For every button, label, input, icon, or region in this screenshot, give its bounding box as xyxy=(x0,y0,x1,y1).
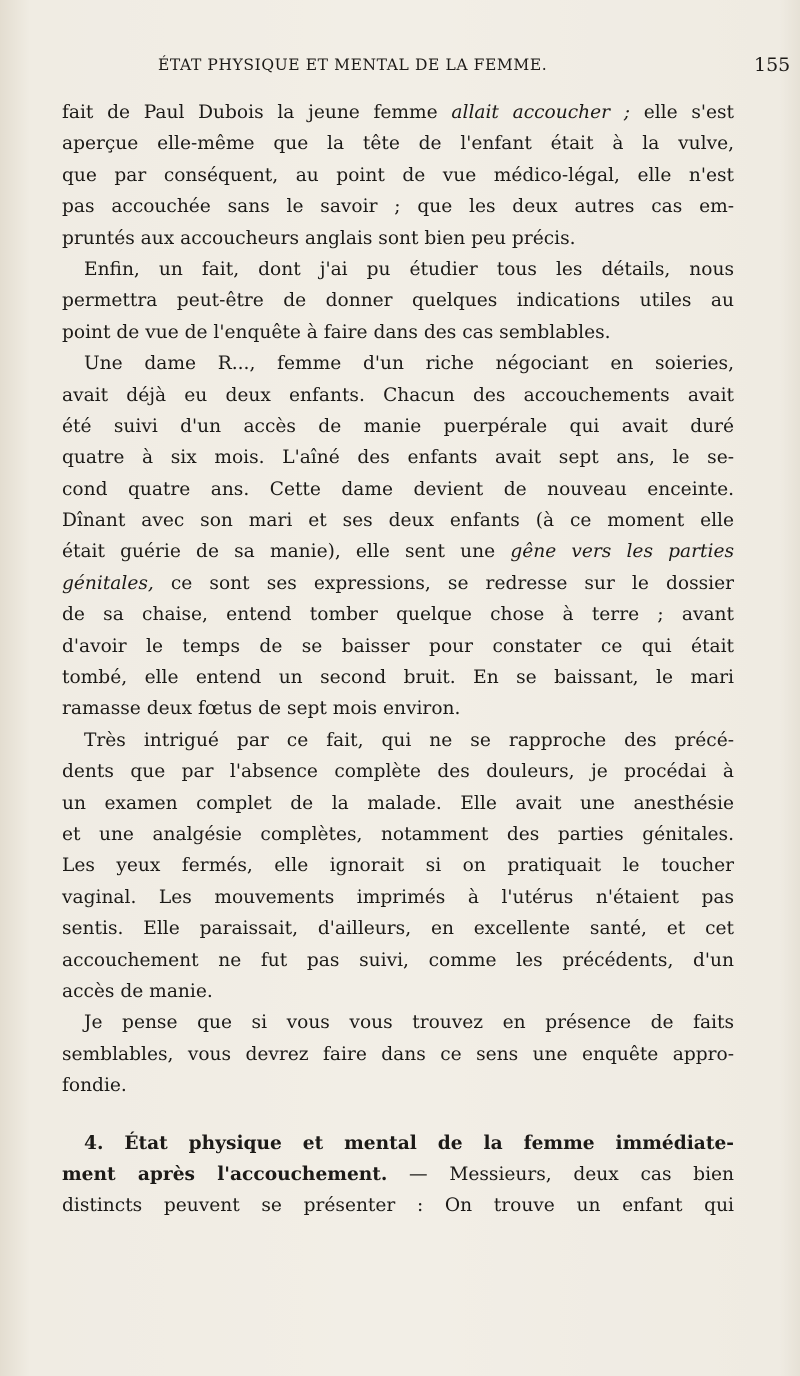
text-line: Je pense que si vous vous trouvez en présence de faits xyxy=(84,1012,734,1034)
text-line: vaginal. Les mouvements imprimés à l'utérus n'étaient pas xyxy=(62,886,734,908)
text-line: dents que par l'absence complète des douleurs, je procédai à xyxy=(62,761,734,783)
text-line: accouchement ne fut pas suivi, comme les précédents, d'un xyxy=(62,949,734,971)
text-line: aperçue elle-même que la tête de l'enfant était à la vulve, xyxy=(62,133,734,155)
text-line: semblables, vous devrez faire dans ce sens une enquête appro- xyxy=(62,1043,734,1065)
text-line: pruntés aux accoucheurs anglais sont bien peu précis. xyxy=(62,227,576,249)
running-title: ÉTAT PHYSIQUE ET MENTAL DE LA FEMME. xyxy=(158,56,548,74)
text-line: été suivi d'un accès de manie puerpérale qui avait duré xyxy=(62,415,734,437)
text-line: ment après l'accouchement. — Messieurs, deux cas bien xyxy=(62,1163,735,1185)
text-line: distincts peuvent se présenter : On trouve un enfant qui xyxy=(62,1195,734,1217)
text-line: Dînant avec son mari et ses deux enfants (à ce moment elle xyxy=(62,510,734,532)
text-line: Enfin, un fait, dont j'ai pu étudier tous les détails, nous xyxy=(84,258,734,280)
text-line: était guérie de sa manie), elle sent une gêne vers les parties xyxy=(62,541,734,563)
section-heading-cont: ment après l'accouchement. xyxy=(62,1163,388,1185)
body-text xyxy=(62,97,734,1222)
text-line: Une dame R..., femme d'un riche négociant en soieries, xyxy=(84,353,734,375)
text-line: point de vue de l'enquête à faire dans des cas semblables. xyxy=(62,321,611,343)
text-line: génitales, ce sont ses expressions, se redresse sur le dossier xyxy=(62,572,734,594)
text-line: tombé, elle entend un second bruit. En se baissant, le mari xyxy=(62,667,734,689)
text-line: avait déjà eu deux enfants. Chacun des accouchements avait xyxy=(62,384,734,406)
text-line: cond quatre ans. Cette dame devient de nouveau enceinte. xyxy=(62,478,734,500)
text-line: d'avoir le temps de se baisser pour constater ce qui était xyxy=(62,635,734,657)
text-line: un examen complet de la malade. Elle avait une anesthésie xyxy=(62,792,734,814)
page-number: 155 xyxy=(754,54,791,76)
text-line: permettra peut-être de donner quelques indications utiles au xyxy=(62,290,734,312)
text-line: pas accouchée sans le savoir ; que les deux autres cas em- xyxy=(62,196,734,218)
text-line: Les yeux fermés, elle ignorait si on pratiquait le toucher xyxy=(62,855,734,877)
text-line: quatre à six mois. L'aîné des enfants avait sept ans, le se- xyxy=(62,447,734,469)
text-line: fondie. xyxy=(62,1075,127,1097)
text-line: et une analgésie complètes, notamment des parties génitales. xyxy=(62,823,734,845)
text-line: accès de manie. xyxy=(62,980,213,1002)
text-line: sentis. Elle paraissait, d'ailleurs, en excellente santé, et cet xyxy=(62,918,734,940)
text-line: Très intrigué par ce fait, qui ne se rapproche des précé- xyxy=(84,729,734,751)
text-line: de sa chaise, entend tomber quelque chose à terre ; avant xyxy=(62,604,734,626)
text-line: fait de Paul Dubois la jeune femme allait accoucher ; elle s'est xyxy=(62,102,734,123)
section-heading: 4. État physique et mental de la femme immédiate- xyxy=(84,1132,734,1154)
text-line: que par conséquent, au point de vue médico-légal, elle n'est xyxy=(62,164,734,186)
text-line: ramasse deux fœtus de sept mois environ. xyxy=(62,698,461,720)
